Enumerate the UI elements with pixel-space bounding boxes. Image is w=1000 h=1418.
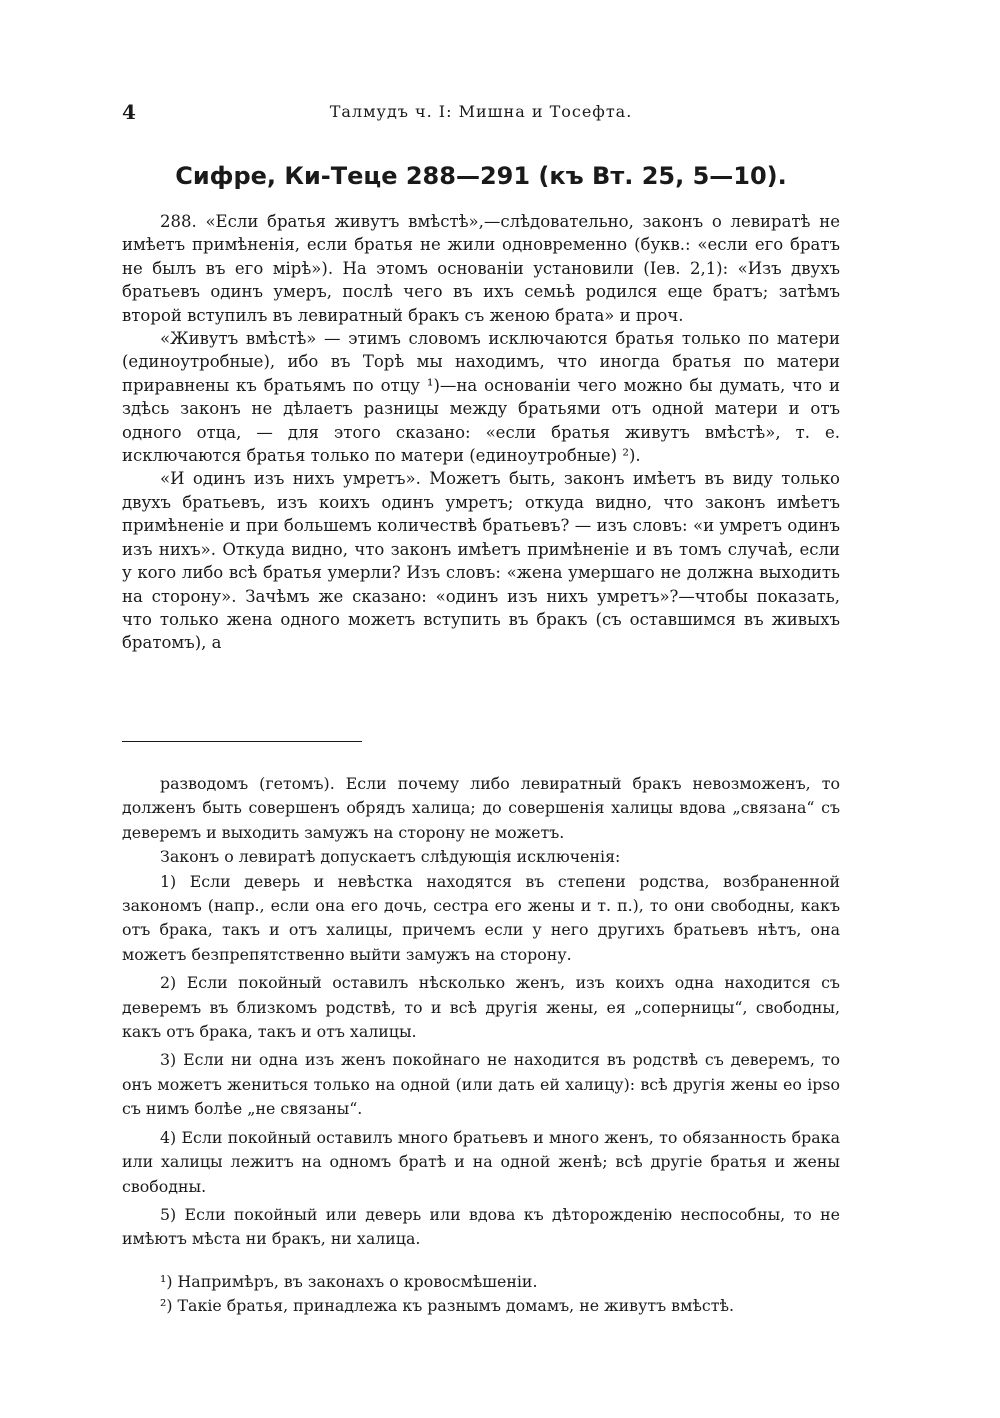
footnote-divider [122,741,362,742]
note-paragraph: Законъ о левиратѣ допускаетъ слѣдующія исключенія: [160,847,621,867]
notes-section [122,772,840,1252]
main-text [122,210,840,655]
footnote: ¹) Напримѣръ, въ законахъ о кровосмѣшеніи. [160,1272,538,1291]
note-paragraph: разводомъ (гетомъ). Если почему либо левиратный бракъ невозможенъ, то долженъ быть совершенъ обрядъ халица; до совершенія халицы вдова „связана“ съ деверемъ и выходить замужъ на сторону не можетъ. [122,774,840,842]
paragraph: 288. «Если братья живутъ вмѣстѣ»,—слѣдовательно, законъ о левиратѣ не имѣетъ примѣненія, если братья не жили одновременно (букв.: «если его братъ не былъ въ его мірѣ»). На этомъ основаніи установили (Іев. 2,1): «Изъ двухъ братьевъ одинъ умеръ, послѣ чего въ ихъ семьѣ родился еще братъ; затѣмъ второй вступилъ въ левиратный бракъ съ женою брата» и проч. [122,212,840,325]
note-paragraph: 4) Если покойный оставилъ много братьевъ и много женъ, то обязанность брака или халицы лежитъ на одномъ братѣ и на одной женѣ; всѣ другіе братья и жены свободны. [122,1127,840,1196]
page-number: 4 [122,100,136,124]
section-title: Сифре, Ки-Теце 288—291 (къ Вт. 25, 5—10). [175,162,787,190]
running-head-title: Талмудъ ч. I: Мишна и Тосефта. [329,102,633,121]
paragraph: «И одинъ изъ нихъ умретъ». Можетъ быть, законъ имѣетъ въ виду только двухъ братьевъ, изъ коихъ одинъ умретъ; откуда видно, что законъ имѣетъ примѣненіе и при большемъ количествѣ братьевъ? — изъ словъ: «и умретъ одинъ изъ нихъ». Откуда видно, что законъ имѣетъ примѣненіе и въ томъ случаѣ, если у кого либо всѣ братья умерли? Изъ словъ: «жена умершаго не должна выходить на сторону». Зачѣмъ же сказано: «одинъ изъ нихъ умретъ»?—чтобы показать, что только жена одного можетъ вступить въ бракъ (съ оставшимся въ живыхъ братомъ), а [122,469,840,653]
running-head [122,100,840,130]
note-paragraph: 5) Если покойный или деверь или вдова къ дѣторожденію неспособны, то не имѣютъ мѣста ни бракъ, ни халица. [122,1204,840,1249]
footnote: ²) Такіе братья, принадлежа къ разнымъ домамъ, не живутъ вмѣстѣ. [160,1296,735,1316]
note-paragraph: 2) Если покойный оставилъ нѣсколько женъ, изъ коихъ одна находится съ деверемъ въ близкомъ родствѣ, то и всѣ другія жены, ея „соперницы“, свободны, какъ отъ брака, такъ и отъ халицы. [122,973,840,1042]
note-paragraph: 3) Если ни одна изъ женъ покойнаго не находится въ родствѣ съ деверемъ, то онъ можетъ жениться только на одной (или дать ей халицу): всѣ другія жены eo ipso съ нимъ болѣе „не связаны“. [122,1050,840,1119]
paragraph: «Живутъ вмѣстѣ» — этимъ словомъ исключаются братья только по матери (единоутробные), ибо въ Торѣ мы находимъ, что иногда братья по матери приравнены къ братьямъ по отцу ¹)—на основаніи чего можно бы думать, что и здѣсь законъ не дѣлаетъ разницы между братьями отъ одной матери и отъ одного отца, — для этого сказано: «если братья живутъ вмѣстѣ», т. е. исключаются братья только по матери (единоутробные) ²). [122,329,840,466]
note-paragraph: 1) Если деверь и невѣстка находятся въ степени родства, возбраненной закономъ (напр., если она его дочь, сестра его жены и т. п.), то они свободны, какъ отъ брака, такъ и отъ халицы, причемъ если у него другихъ братьевъ нѣтъ, она можетъ безпрепятственно выйти замужъ на сторону. [122,871,840,964]
footnotes [122,1270,840,1319]
